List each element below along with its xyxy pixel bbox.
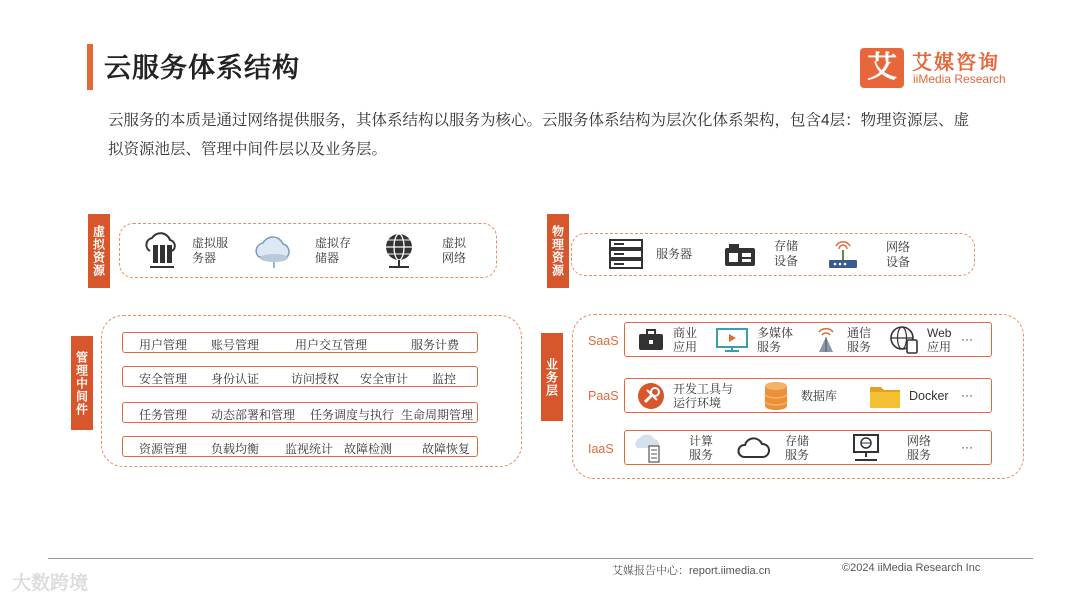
- logo-en-text: iiMedia Research: [913, 72, 1006, 86]
- saas-item: [637, 323, 699, 356]
- page-title: 云服务体系结构: [104, 53, 300, 83]
- router-icon: [826, 238, 860, 272]
- storage-device-item: [722, 238, 802, 270]
- mgmt-cell: 故障恢复: [422, 442, 471, 456]
- mgmt-cell: 服务计费: [411, 338, 460, 352]
- mgmt-cell: 用户管理: [139, 338, 188, 352]
- virtual-storage-label: 虚拟存储器: [315, 236, 352, 265]
- iaas-item: [851, 431, 933, 464]
- paas-item-label: 开发工具与运行环境: [673, 381, 734, 410]
- footer-copyright: ©2024 iiMedia Research Inc: [842, 562, 981, 574]
- cloud-outline-icon: [737, 435, 771, 461]
- mgmt-row-security: [122, 366, 478, 387]
- mgmt-cell: 安全管理: [139, 372, 188, 386]
- dev-tools-icon: [637, 382, 665, 410]
- mgmt-cell: 动态部署和管理: [211, 408, 296, 422]
- server-rack-icon: [608, 238, 644, 270]
- saas-item: [813, 323, 873, 356]
- mgmt-cell: 用户交互管理: [295, 338, 368, 352]
- globe-network-icon: [382, 231, 418, 271]
- business-layer-label: 业务层: [541, 333, 563, 421]
- mgmt-cell: 资源管理: [139, 442, 188, 456]
- mgmt-cell: 安全审计: [360, 372, 409, 386]
- mgmt-cell: 监视统计: [285, 442, 334, 456]
- network-pc-icon: [851, 433, 881, 463]
- iaas-row: [624, 430, 992, 465]
- server-item: [608, 238, 692, 270]
- server-label: 服务器: [656, 246, 693, 261]
- iaas-item-label: 网络服务: [907, 433, 932, 462]
- iaas-item-label: 存储服务: [785, 433, 810, 462]
- storage-device-label: 存储设备: [774, 239, 799, 268]
- virtual-server-label: 虚拟服务器: [192, 236, 229, 265]
- virtual-network-item: [382, 231, 470, 271]
- briefcase-icon: [637, 326, 665, 354]
- mgmt-cell: 访问授权: [291, 372, 340, 386]
- iaas-name: IaaS: [588, 442, 614, 456]
- database-icon: [763, 380, 789, 412]
- mgmt-cell: 负载均衡: [211, 442, 260, 456]
- virtual-server-item: [142, 231, 232, 271]
- virtual-network-label: 虚拟网络: [442, 236, 467, 265]
- logo-mark-icon: 艾: [860, 48, 904, 88]
- mgmt-cell: 账号管理: [211, 338, 260, 352]
- mgmt-row-resource: [122, 436, 478, 457]
- mgmt-cell: 生命周期管理: [401, 408, 474, 422]
- mgmt-cell: 故障检测: [344, 442, 393, 456]
- folder-icon: [869, 382, 901, 410]
- mgmt-cell: 任务调度与执行: [310, 408, 395, 422]
- antenna-icon: [813, 326, 839, 354]
- network-device-label: 网络设备: [886, 240, 911, 269]
- saas-name: SaaS: [588, 334, 619, 348]
- paas-more: ···: [961, 388, 973, 402]
- footer-source: 艾媒报告中心：report.iimedia.cn: [612, 565, 771, 577]
- mgmt-row-user: [122, 332, 478, 353]
- paas-name: PaaS: [588, 389, 619, 403]
- saas-item: [715, 323, 797, 356]
- title-accent-bar: [87, 44, 93, 90]
- saas-row: [624, 322, 992, 357]
- saas-item-label: Web应用: [927, 325, 952, 354]
- watermark: 大数跨境: [12, 573, 89, 594]
- middleware-label: 管理中间件: [71, 336, 93, 430]
- saas-more: ···: [961, 332, 973, 346]
- paas-item-label: 数据库: [801, 388, 838, 403]
- saas-item: [889, 323, 955, 356]
- brand-logo: [860, 48, 1020, 88]
- paas-row: [624, 378, 992, 413]
- mgmt-row-task: [122, 402, 478, 423]
- saas-item-label: 通信服务: [847, 325, 872, 354]
- monitor-media-icon: [715, 326, 749, 354]
- saas-item-label: 多媒体服务: [757, 325, 794, 354]
- network-device-item: [826, 238, 914, 272]
- saas-item-label: 商业应用: [673, 325, 698, 354]
- virtual-resources-label: 虚拟资源: [88, 214, 110, 288]
- paas-item-label: Docker: [909, 388, 949, 403]
- server-cloud-icon: [142, 231, 180, 271]
- mgmt-cell: 任务管理: [139, 408, 188, 422]
- iaas-item-label: 计算服务: [689, 433, 714, 462]
- mgmt-cell: 身份认证: [211, 372, 260, 386]
- paas-item: [869, 379, 949, 412]
- intro-paragraph: 云服务的本质是通过网络提供服务，其体系结构以服务为核心。云服务体系结构为层次化体系架构，包含4层：物理资源层、虚拟资源池层、管理中间件层以及业务层。: [108, 112, 970, 158]
- footer-divider: [48, 558, 1033, 559]
- cloud-storage-icon: [253, 231, 295, 271]
- cloud-compute-icon: [633, 432, 665, 464]
- web-globe-icon: [889, 325, 919, 355]
- virtual-storage-item: [253, 231, 355, 271]
- storage-device-icon: [722, 238, 758, 270]
- logo-cn-text: 艾媒咨询: [912, 52, 1000, 74]
- iaas-item: [633, 431, 715, 464]
- iaas-more: ···: [961, 440, 973, 454]
- mgmt-cell: 监控: [432, 372, 457, 386]
- iaas-item: [737, 431, 811, 464]
- paas-item: [763, 379, 837, 412]
- paas-item: [637, 379, 737, 412]
- physical-resources-label: 物理资源: [547, 214, 569, 288]
